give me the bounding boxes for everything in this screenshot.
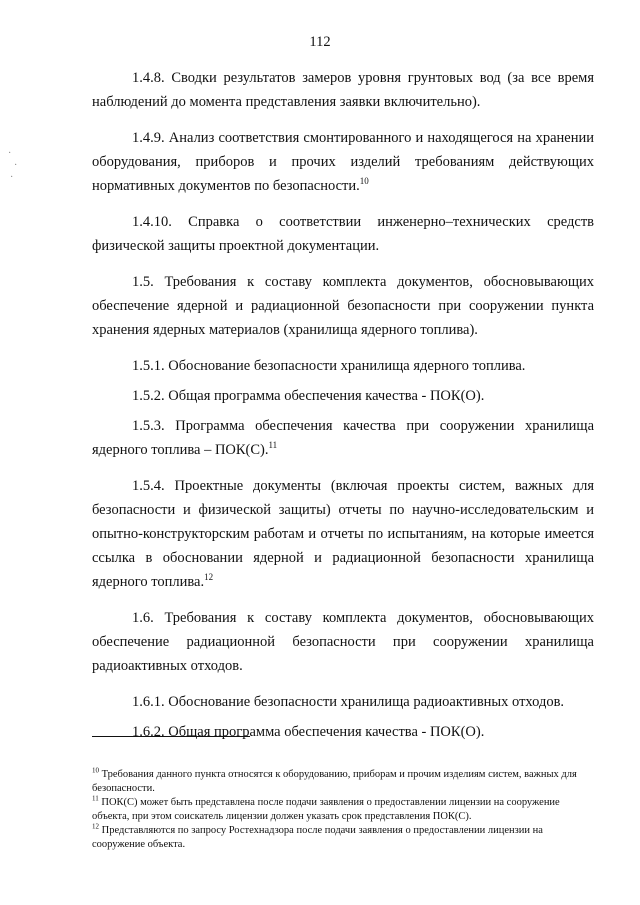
paragraph-1-6-1: 1.6.1. Обоснование безопасности хранилища радиоактивных отходов.	[132, 694, 565, 710]
document-body	[92, 66, 594, 750]
page-number: 112	[309, 34, 331, 50]
paragraph-1-4-8: 1.4.8. Сводки результатов замеров уровня грунтовых вод (за все время наблюдений до момента представления заявки включительно).	[92, 70, 594, 110]
paragraph-1-4-9: 1.4.9. Анализ соответствия смонтированного и находящегося на хранении оборудования, приборов и прочих изделий требованиям действующих нормативных документов по безопасности.$^{10}$	[92, 130, 594, 194]
footnote-12: $^{12}$ Представляются по запросу Ростехнадзора после подачи заявления о предоставлении лицензии на сооружение объекта.	[92, 822, 543, 850]
paragraph-1-5-4: 1.5.4. Проектные документы (включая проекты систем, важных для безопасности и физической защиты) отчеты по научно-исследовательским и опытно-конструкторским работам и отчеты по испытаниям, на которые имеется ссылка в обосновании ядерной и радиационной безопасности хранилища ядерного топлива.$^{12}$	[92, 478, 594, 590]
footnotes	[92, 768, 594, 852]
scan-speck: ·	[14, 160, 18, 171]
paragraph-1-5-1: 1.5.1. Обоснование безопасности хранилища ядерного топлива.	[132, 358, 526, 374]
paragraph-1-6-2: 1.6.2. Общая программа обеспечения качества - ПОК(О).	[132, 724, 485, 740]
footnote-ref-10: 10	[359, 176, 369, 187]
footnote-ref-11: 11	[268, 440, 278, 451]
scan-speck: ·	[8, 148, 12, 159]
footnote-10: $^{10}$ Требования данного пункта относятся к оборудованию, приборам и прочим изделиям систем, важных для безопасности.	[92, 766, 577, 794]
footnote-separator	[92, 736, 250, 737]
paragraph-1-5-3: 1.5.3. Программа обеспечения качества при сооружении хранилища ядерного топлива – ПОК(С).$^{11}$	[92, 418, 594, 458]
paragraph-1-5-2: 1.5.2. Общая программа обеспечения качества - ПОК(О).	[132, 388, 485, 404]
footnote-11: $^{11}$ ПОК(С) может быть представлена после подачи заявления о предоставлении лицензии на сооружение объекта, при этом соискатель лицензии должен указать срок представления ПОК(С).	[92, 794, 560, 822]
paragraph-1-5: 1.5. Требования к составу комплекта документов, обосновывающих обеспечение ядерной и радиационной безопасности при сооружении пункта хранения ядерных материалов (хранилища ядерного топлива).	[92, 274, 594, 338]
paragraph-1-6: 1.6. Требования к составу комплекта документов, обосновывающих обеспечение радиационной безопасности при сооружении хранилища радиоактивных отходов.	[92, 610, 594, 674]
footnote-ref-12: 12	[204, 572, 214, 583]
scan-speck: ·	[10, 172, 14, 183]
paragraph-1-4-10: 1.4.10. Справка о соответствии инженерно–технических средств физической защиты проектной документации.	[92, 214, 594, 254]
